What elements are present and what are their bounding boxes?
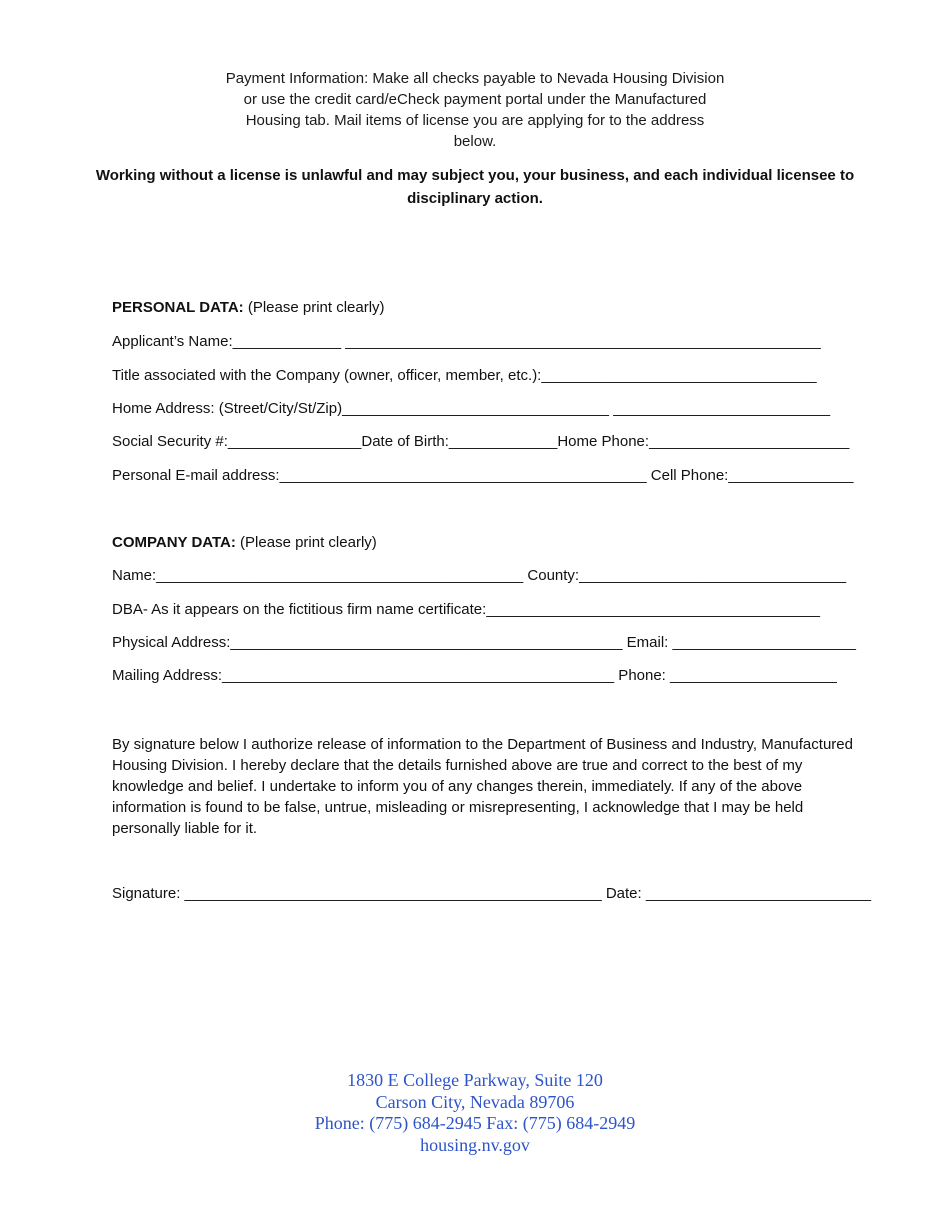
company-data-note: (Please print clearly) xyxy=(235,534,377,551)
payment-info-line: below. xyxy=(453,133,497,150)
mailing-address-phone-fields[interactable]: Mailing Address:_______________________________________________ Phone: ____________________ xyxy=(112,667,837,684)
company-data-title: COMPANY DATA: xyxy=(112,534,236,551)
company-title-field[interactable]: Title associated with the Company (owner, officer, member, etc.):_________________________________ xyxy=(112,367,817,384)
physical-address-email-fields[interactable]: Physical Address:_______________________________________________ Email: ______________________ xyxy=(112,634,857,651)
footer-city-line: Carson City, Nevada 89706 xyxy=(375,1091,575,1112)
authorization-statement: By signature below I authorize release of information to the Department of Business and Industry, Manufactured Housing Division. I hereby declare that the details furnished above are true and correct to the best of my knowledge and belief. I undertake to inform you of any changes therein, immediately. If any of the above information is found to be false, untrue, misleading or misrepresenting, I acknowledge that I may be held personally liable for it. xyxy=(112,736,853,837)
applicant-name-field[interactable]: Applicant’s Name:_____________ _________________________________________________________ xyxy=(112,333,821,350)
footer-website-link[interactable]: housing.nv.gov xyxy=(420,1134,530,1155)
division-contact-footer xyxy=(0,1070,950,1156)
payment-info-line: Housing tab. Mail items of license you are applying for to the address xyxy=(245,112,705,129)
dba-field[interactable]: DBA- As it appears on the fictitious firm name certificate:________________________________________ xyxy=(112,601,821,618)
payment-information xyxy=(0,68,950,152)
signature-date-fields[interactable]: Signature: __________________________________________________ Date: ___________________________ xyxy=(112,885,872,902)
email-cell-phone-fields[interactable]: Personal E-mail address:____________________________________________ Cell Phone:_______________ xyxy=(112,467,854,484)
personal-data-heading xyxy=(112,298,385,318)
home-address-field[interactable]: Home Address: (Street/City/St/Zip)________________________________ __________________________ xyxy=(112,400,831,417)
warning-line: disciplinary action. xyxy=(407,190,543,207)
personal-data-title: PERSONAL DATA: xyxy=(112,299,244,316)
payment-info-line: Payment Information: Make all checks payable to Nevada Housing Division xyxy=(225,70,725,87)
footer-phone-fax: Phone: (775) 684-2945 Fax: (775) 684-2949 xyxy=(314,1113,636,1133)
company-data-heading xyxy=(112,533,377,553)
personal-data-note: (Please print clearly) xyxy=(243,299,385,316)
warning-line: Working without a license is unlawful and may subject you, your business, and each individual licensee to xyxy=(95,167,855,184)
footer-address-line: 1830 E College Parkway, Suite 120 xyxy=(347,1070,603,1090)
ssn-dob-home-phone-fields[interactable]: Social Security #:________________Date of Birth:_____________Home Phone:________________________ xyxy=(112,433,850,450)
company-name-county-fields[interactable]: Name:____________________________________________ County:________________________________ xyxy=(112,567,847,584)
license-warning xyxy=(0,164,950,210)
payment-info-line: or use the credit card/eCheck payment portal under the Manufactured xyxy=(243,91,707,108)
